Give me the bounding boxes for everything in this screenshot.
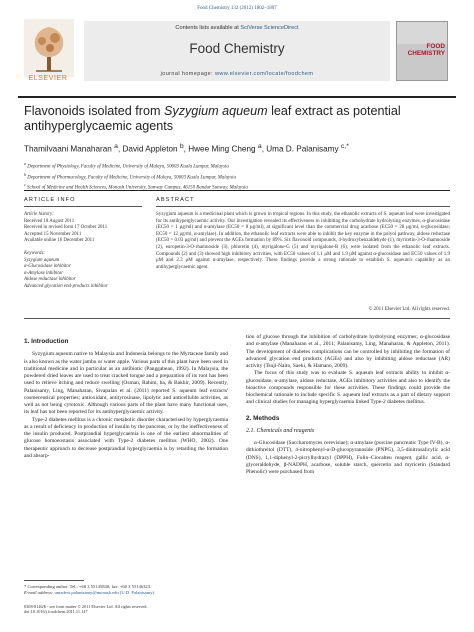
journal-banner bbox=[84, 21, 390, 81]
author-list: Thamilvaani Manaharan $^a$, David Appleton $^b$, Hwee Ming Cheng $^a$, Uma D. Palanisamy $^{c,*}$ bbox=[24, 143, 349, 154]
keyword-item: Aldose reductase inhibitor bbox=[24, 277, 76, 283]
history-item: Received in revised form 17 October 2011 bbox=[24, 225, 108, 231]
email-link[interactable]: umadevi.palanisamy@monash.edu (U.D. Palanisamy). bbox=[54, 590, 156, 595]
affiliation-line: $^a$ Department of Physiology, Faculty of Medicine, University of Malaya, 50603 Kuala Lumpur, Malaysia bbox=[24, 161, 229, 170]
section-heading-methods: 2. Methods bbox=[246, 414, 280, 422]
title-post: leaf extract as potential antihyperglycaemic agents bbox=[24, 104, 401, 133]
journal-cover-thumbnail bbox=[396, 21, 448, 81]
article-info bbox=[24, 212, 142, 291]
author-name[interactable]: David Appleton bbox=[122, 144, 178, 154]
history-item: Received 18 August 2011 bbox=[24, 218, 75, 224]
author-affil-sup: c,* bbox=[340, 143, 349, 150]
author-name[interactable]: Uma D. Palanisamy bbox=[266, 144, 339, 154]
keyword-item: Syzygium aqueum bbox=[24, 257, 60, 263]
abstract-bottom-rule bbox=[24, 318, 450, 319]
title-species: Syzygium aqueum bbox=[164, 104, 268, 118]
homepage-prefix: journal homepage: bbox=[160, 71, 214, 77]
journal-header bbox=[18, 15, 456, 87]
article-info-heading: ARTICLE INFO bbox=[24, 197, 76, 203]
keyword-item: α-Amylase inhibitor bbox=[24, 270, 64, 276]
sciencedirect-link[interactable]: SciVerse ScienceDirect bbox=[240, 25, 299, 31]
right-paragraph-1: tion of glucose through the inhibition of carbohydrate hydrolysing enzymes; α-glucosidase and α-amylase (Manaharan et al., 2011; Palanisamy, Ling, Manaharan, & Appleton, 2011). The development of diabetes complications can be controlled by inhibiting the formation of advanced glycation end products (AGEs) and also by inhibiting aldose reductase (AR) activity (Tsuji-Naito, Saeki, & Hamano, 2009). bbox=[246, 334, 450, 369]
article-title bbox=[24, 104, 444, 133]
history-item: Accepted 15 November 2011 bbox=[24, 231, 82, 237]
issn-line: 0308-8146/$ - see front matter © 2011 Elsevier Ltd. All rights reserved. bbox=[24, 604, 148, 609]
right-paragraph-2: The focus of this study was to evaluate S. aqueum leaf extracts ability to inhibit α-glucosidase, α-amylase, aldose reductase, AGEs inhibitory activities and also to identify the bioactive compounds responsible for these activities. These findings could provide the biochemical rationale to include specific S. aqueum leaf extracts as a part of dietary support and clinical studies for managing hyperglycaemia linked Type-2 diabetes mellitus. bbox=[246, 370, 450, 406]
keyword-item: α-Glucosidase inhibitor bbox=[24, 264, 71, 270]
affiliation-line: $^b$ Department of Pharmacology, Faculty of Medicine, University of Malaya, 50603 Kuala Lumpur, Malaysia bbox=[24, 171, 236, 181]
author-name[interactable]: Hwee Ming Cheng bbox=[188, 144, 256, 154]
history-item: Available online 16 December 2011 bbox=[24, 238, 95, 244]
journal-title: Food Chemistry bbox=[189, 41, 285, 56]
elsevier-tree-logo-icon bbox=[24, 19, 74, 77]
affiliations bbox=[24, 160, 454, 192]
author-affil-sup: a bbox=[114, 143, 118, 150]
title-pre: Flavonoids isolated from bbox=[24, 104, 164, 118]
front-matter-meta bbox=[24, 604, 234, 615]
author-affil-sup: a bbox=[257, 143, 262, 150]
author-affil-sup: b bbox=[179, 143, 184, 150]
keyword-item: Advanced glycation end-products inhibitor bbox=[24, 283, 108, 289]
email-label: E-mail address: bbox=[24, 590, 54, 595]
footnote-rule bbox=[24, 580, 84, 581]
journal-homepage-link[interactable]: www.elsevier.com/locate/foodchem bbox=[214, 71, 314, 77]
abstract-rule bbox=[156, 206, 450, 207]
cover-stripe bbox=[397, 22, 447, 44]
intro-paragraph-1: Syzygium aqueum native to Malaysia and Indonesia belongs to the Myrtaceae family and is also known as the water jambu or water apple. Various parts of this plant have been used in traditional medicine and in particular as an antibiotic (Panggabean, 1992). In Malaysia, the powdered dried leaves are used to treat cracked tongue and a preparation of its root has been used to relieve itching and reduce swelling (Osman, Rahim, ba, & Bakhir, 2009). Recently, Palanisamy, Ling, Manaharan, Sivapalan et al. (2011) reported S. aqueum leaf extracts' cosmeceutical properties; antioxidant, antityrosinase, lipolytic and anticellulite activities, as well as not being cytotoxic. Although various parts of the plant have many functional uses, its leaf has not been reported for its antihyperglycaemic activity. bbox=[24, 351, 228, 416]
methods-paragraph-1: α-Glucosidase (Saccharomyces cerevisiae); α-amylase (porcine pancreatic Type IV-B), α-dithiothreitol (DTT), 4-nitrophenyl-α-D-glucopyranoside (PNPG), 3,5-dinitrosalicylic acid (DNS), 1,1-diphenyl-2-picrylhydrazyl (DPPH), Folin–Ciocalteu reagent, gallic acid, α-glyceraldehyde, β-NADPH, acarbose, soluble starch, quercetin and myricetin (Standard Phenolic) were purchased from bbox=[246, 440, 450, 475]
abstract-text: Syzygium aqueum is a medicinal plant which is grown in tropical regions. In this study, the ethanolic extracts of S. aqueum leaf were investigated for its antihyperglycaemic activity. Our investigation revealed its effectiveness in inhibiting the carbohydrate hydrolysing enzymes, α-glucosidase (EC50 = 1 μg/ml) and α-amylase (EC50 = 8 μg/ml), at significant level than the commercial drug acarbose (EC50 = 28 μg/ml, α-glucosidase; EC50 = 12 μg/ml, α-amylase). In addition, the ethanolic leaf extracts were able to inhibit the key enzyme in the polyol pathway, aldose reductase (EC50 = 0.03 μg/ml) and prevent the AGEs formation by 89%. Six flavonoid compounds, 4-hydroxybenzaldehyde (1), myricetin-3-O-rhamnoside (2), europetin-3-O-rhamnoside (3), phloretin (4), myrigalone-G (5) and myrigalone-B (6), were isolated from the ethanolic leaf extracts. Compounds (2) and (3) showed high inhibitory activities, with EC50 values of 1.1 μM and 1.9 μM against α-glucosidase and EC50 values of 1.9 μM and 2.3 μM against α-amylase, respectively. These findings provide a strong rationale to establish S. aqueum's capability as an antihyperglycaemic agent. bbox=[156, 212, 450, 270]
homepage-line bbox=[84, 71, 390, 77]
contents-line bbox=[84, 25, 390, 31]
section-heading-introduction: 1. Introduction bbox=[24, 338, 69, 345]
header-rule bbox=[18, 96, 456, 98]
section-rule bbox=[24, 190, 450, 191]
footnote bbox=[24, 584, 234, 596]
elsevier-wordmark: ELSEVIER bbox=[28, 75, 68, 82]
copyright-line: © 2011 Elsevier Ltd. All rights reserved. bbox=[368, 307, 450, 312]
abstract-heading: ABSTRACT bbox=[156, 197, 195, 203]
citation-top: Food Chemistry 132 (2012) 1802–1807 bbox=[197, 6, 277, 11]
doi-line[interactable]: doi:10.1016/j.foodchem.2011.11.147 bbox=[24, 609, 88, 615]
intro-paragraph-2: Type-2 diabetes mellitus is a chronic metabolic disorder characterised by hyperglycaemia as a result of deficiency in production of insulin by the pancreas, or by the ineffectiveness of the insulin produced. Postprandial hyperglycaemia is one of the earliest abnormalities of glucose homoeostasis associated with Type-2 diabetes mellitus (WHO, 2002). One therapeutic approach to decrease postprandial hyperglycaemia is by retarding the formation and absorp- bbox=[24, 416, 228, 459]
body-column-left bbox=[24, 338, 228, 460]
article-info-rule bbox=[24, 206, 142, 207]
cover-title: FOOD CHEMISTRY bbox=[407, 43, 445, 57]
author-name[interactable]: Thamilvaani Manaharan bbox=[24, 144, 112, 154]
footnote-email-line bbox=[24, 590, 234, 596]
contents-prefix: Contents lists available at bbox=[175, 25, 239, 31]
footnote-corresponding-author: * Corresponding author. Tel.: +60 3 55145840; fax: +60 3 55146323. bbox=[24, 584, 152, 589]
history-label: Article history: bbox=[24, 212, 54, 217]
body-column-right bbox=[246, 334, 450, 476]
affiliation-line: $^c$ School of Medicine and Health Sciences, Monash University, Sunway Campus, 46150 Bandar Sunway, Malaysia bbox=[24, 182, 248, 191]
keywords-label: Keywords: bbox=[24, 250, 46, 256]
subsection-heading-chemicals: 2.1. Chemicals and reagents bbox=[246, 427, 315, 434]
